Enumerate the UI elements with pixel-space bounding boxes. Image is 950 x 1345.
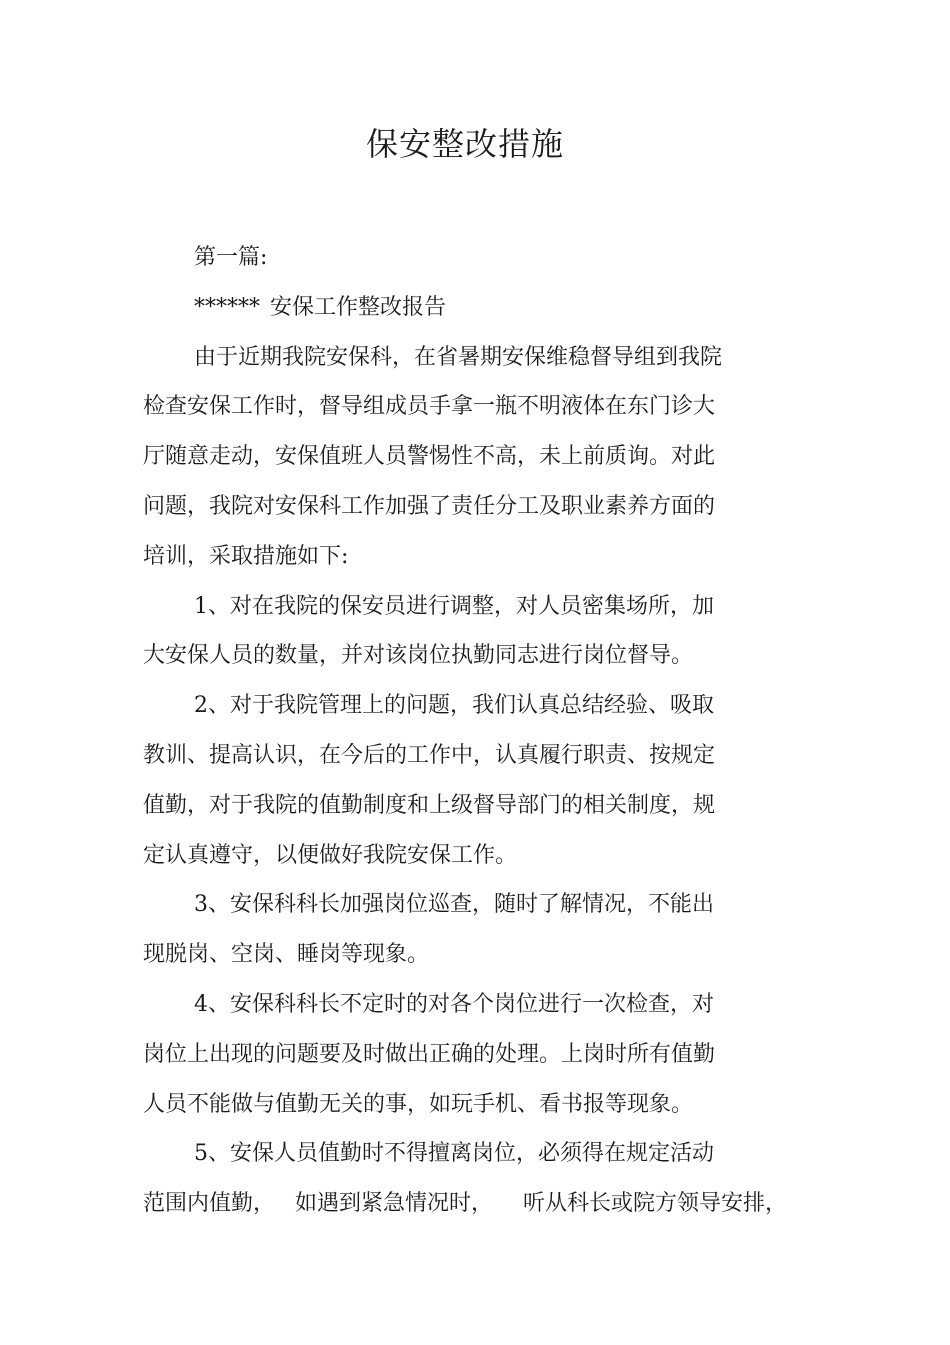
paragraph-line: 检查安保工作时，督导组成员手拿一瓶不明液体在东门诊大 [143,394,716,420]
list-item-segment: 范围内值勤， [143,1191,276,1217]
list-item-line: 现脱岗、空岗、睡岗等现象。 [143,942,430,968]
paragraph-line: 培训，采取措施如下: [143,543,349,569]
list-item-line: 3、安保科科长加强岗位巡查，随时了解情况，不能出 [194,892,714,918]
paragraph-line: 厅随意走动，安保值班人员警惕性不高，未上前质询。对此 [143,444,716,470]
list-item-line: 大安保人员的数量，并对该岗位执勤同志进行岗位督导。 [143,643,694,669]
list-item-line: 2、对于我院管理上的问题，我们认真总结经验、吸取 [194,693,714,719]
list-item-segment: 如遇到紧急情况时， [295,1191,494,1217]
list-item-line: 5、安保人员值勤时不得擅离岗位，必须得在规定活动 [194,1141,714,1167]
document-title: 保安整改措施 [365,125,564,163]
list-item-line: 1、对在我院的保安员进行调整，对人员密集场所，加 [194,593,714,619]
document-body [143,233,788,1229]
list-item-line: 值勤，对于我院的值勤制度和上级督导部门的相关制度，规 [143,792,716,818]
list-item-line: 4、安保科科长不定时的对各个岗位进行一次检查，对 [194,991,714,1017]
report-subtitle [143,283,783,333]
list-item-line: 岗位上出现的问题要及时做出正确的处理。上岗时所有值勤 [143,1041,716,1067]
list-item-line: 人员不能做与值勤无关的事，如玩手机、看书报等现象。 [143,1091,694,1117]
section-label: 第一篇: [194,245,268,270]
list-item-line: 教训、提高认识，在今后的工作中，认真履行职责、按规定 [143,742,716,768]
paragraph-line: 由于近期我院安保科，在省暑期安保维稳督导组到我院 [194,344,723,370]
list-item-segment: 听从科长或院方领导安排， [523,1191,788,1217]
report-subtitle-text: 安保工作整改报告 [270,294,447,320]
list-item-line [143,1179,788,1229]
paragraph-line: 问题，我院对安保科工作加强了责任分工及职业素养方面的 [143,493,716,519]
redacted-name: ****** [194,294,260,320]
list-item-line: 定认真遵守，以便做好我院安保工作。 [143,842,518,868]
